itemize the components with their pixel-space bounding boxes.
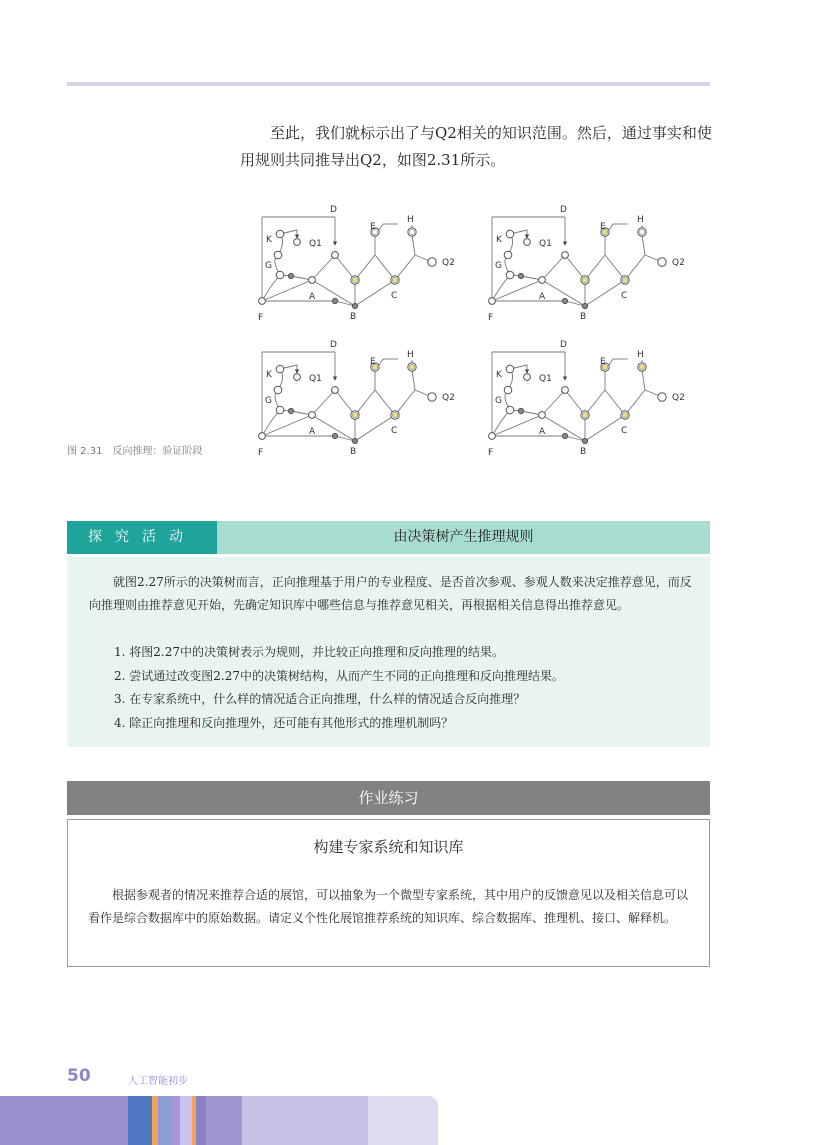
explore-item-2: 2. 尝试通过改变图2.27中的决策树结构，从而产生不同的正向推理和反向推理结果。	[114, 668, 564, 683]
node-label-d: D	[330, 340, 337, 350]
homework-paragraph: 根据参观者的情况来推荐合适的展馆，可以抽象为一个微型专家系统，其中用户的反馈意见以及相关信息可以看作是综合数据库中的原始数据。请定义个性化展馆推荐系统的知识库、综合数据库、推理机、接口、解释机。	[88, 888, 689, 925]
node-label-e: E	[600, 222, 606, 232]
node-label-e: E	[370, 222, 376, 232]
node-label-h: H	[407, 215, 414, 225]
explore-box	[67, 557, 710, 747]
explore-header	[67, 521, 710, 554]
node-b-marker	[582, 277, 587, 282]
explore-tag: 探究活动	[67, 521, 217, 554]
footer-band	[0, 1096, 438, 1145]
node-label-f: F	[488, 448, 494, 458]
node-label-a: A	[539, 427, 546, 437]
node-label-d: D	[330, 205, 337, 215]
node-label-k: K	[496, 235, 502, 245]
node-label-a: A	[539, 292, 546, 302]
top-rule	[67, 82, 710, 86]
figure-panel-2	[488, 205, 685, 323]
node-h-marker	[639, 229, 644, 234]
explore-item-4: 4. 除正向推理和反向推理外，还可能有其他形式的推理机制吗？	[114, 715, 454, 730]
node-label-b: B	[350, 447, 357, 457]
node-label-q1: Q1	[539, 374, 552, 384]
node-label-g: G	[495, 261, 502, 271]
node-label-k: K	[266, 370, 272, 380]
node-label-g: G	[495, 396, 502, 406]
node-label-d: D	[560, 205, 567, 215]
node-label-q2: Q2	[672, 258, 685, 268]
node-h-marker	[409, 364, 414, 369]
node-label-b: B	[580, 447, 587, 457]
node-label-a: A	[309, 427, 316, 437]
node-b-marker	[352, 277, 357, 282]
node-c-marker	[622, 412, 627, 417]
node-label-c: C	[391, 291, 398, 301]
node-label-q1: Q1	[309, 239, 322, 249]
intro-paragraph: 至此，我们就标示出了与Q2相关的知识范围。然后，通过事实和使用规则共同推导出Q2，如图2.31所示。	[240, 124, 712, 169]
explore-item-3: 3. 在专家系统中，什么样的情况适合正向推理，什么样的情况适合反向推理？	[114, 692, 526, 706]
figure-panel-1	[258, 205, 455, 323]
node-label-h: H	[637, 350, 644, 360]
figure-panel-3	[258, 340, 455, 458]
node-label-b: B	[580, 312, 587, 322]
reasoning-figure	[250, 200, 710, 460]
node-label-g: G	[265, 261, 272, 271]
explore-item-1: 1. 将图2.27中的决策树表示为规则，并比较正向推理和反向推理的结果。	[114, 645, 504, 659]
node-label-c: C	[621, 426, 628, 436]
book-title: 人工智能初步	[128, 1076, 188, 1087]
node-c-marker	[392, 277, 397, 282]
node-label-q1: Q1	[539, 239, 552, 249]
node-label-q2: Q2	[442, 258, 455, 268]
node-label-f: F	[488, 313, 494, 323]
node-label-q1: Q1	[309, 374, 322, 384]
node-c-marker	[622, 277, 627, 282]
explore-title: 由决策树产生推理规则	[393, 529, 534, 545]
node-label-c: C	[621, 291, 628, 301]
explore-paragraph: 就图2.27所示的决策树而言，正向推理基于用户的专业程度、是否首次参观、参观人数来决定推荐意见，而反向推理则由推荐意见开始，先确定知识库中哪些信息与推荐意见相关，再根据相关信息得出推荐意见。	[89, 575, 692, 612]
figure-caption: 图 2.31 反向推理：验证阶段	[67, 446, 203, 457]
homework-title: 构建专家系统和知识库	[313, 838, 464, 856]
node-label-e: E	[600, 357, 606, 367]
node-label-k: K	[266, 235, 272, 245]
node-label-g: G	[265, 396, 272, 406]
node-label-k: K	[496, 370, 502, 380]
node-h-marker	[409, 229, 414, 234]
node-label-c: C	[391, 426, 398, 436]
node-h-marker	[639, 364, 644, 369]
node-c-marker	[392, 412, 397, 417]
node-label-b: B	[350, 312, 357, 322]
node-label-h: H	[407, 350, 414, 360]
page-number: 50	[67, 1066, 91, 1086]
node-label-e: E	[370, 357, 376, 367]
explore-list	[114, 641, 564, 735]
node-label-d: D	[560, 340, 567, 350]
node-label-f: F	[258, 313, 264, 323]
node-label-h: H	[637, 215, 644, 225]
node-b-marker	[352, 412, 357, 417]
node-label-f: F	[258, 448, 264, 458]
node-label-a: A	[309, 292, 316, 302]
homework-box	[67, 819, 710, 967]
figure-panel-4	[488, 340, 685, 458]
node-label-q2: Q2	[442, 393, 455, 403]
node-label-q2: Q2	[672, 393, 685, 403]
node-b-marker	[582, 412, 587, 417]
homework-bar: 作业练习	[67, 781, 710, 815]
